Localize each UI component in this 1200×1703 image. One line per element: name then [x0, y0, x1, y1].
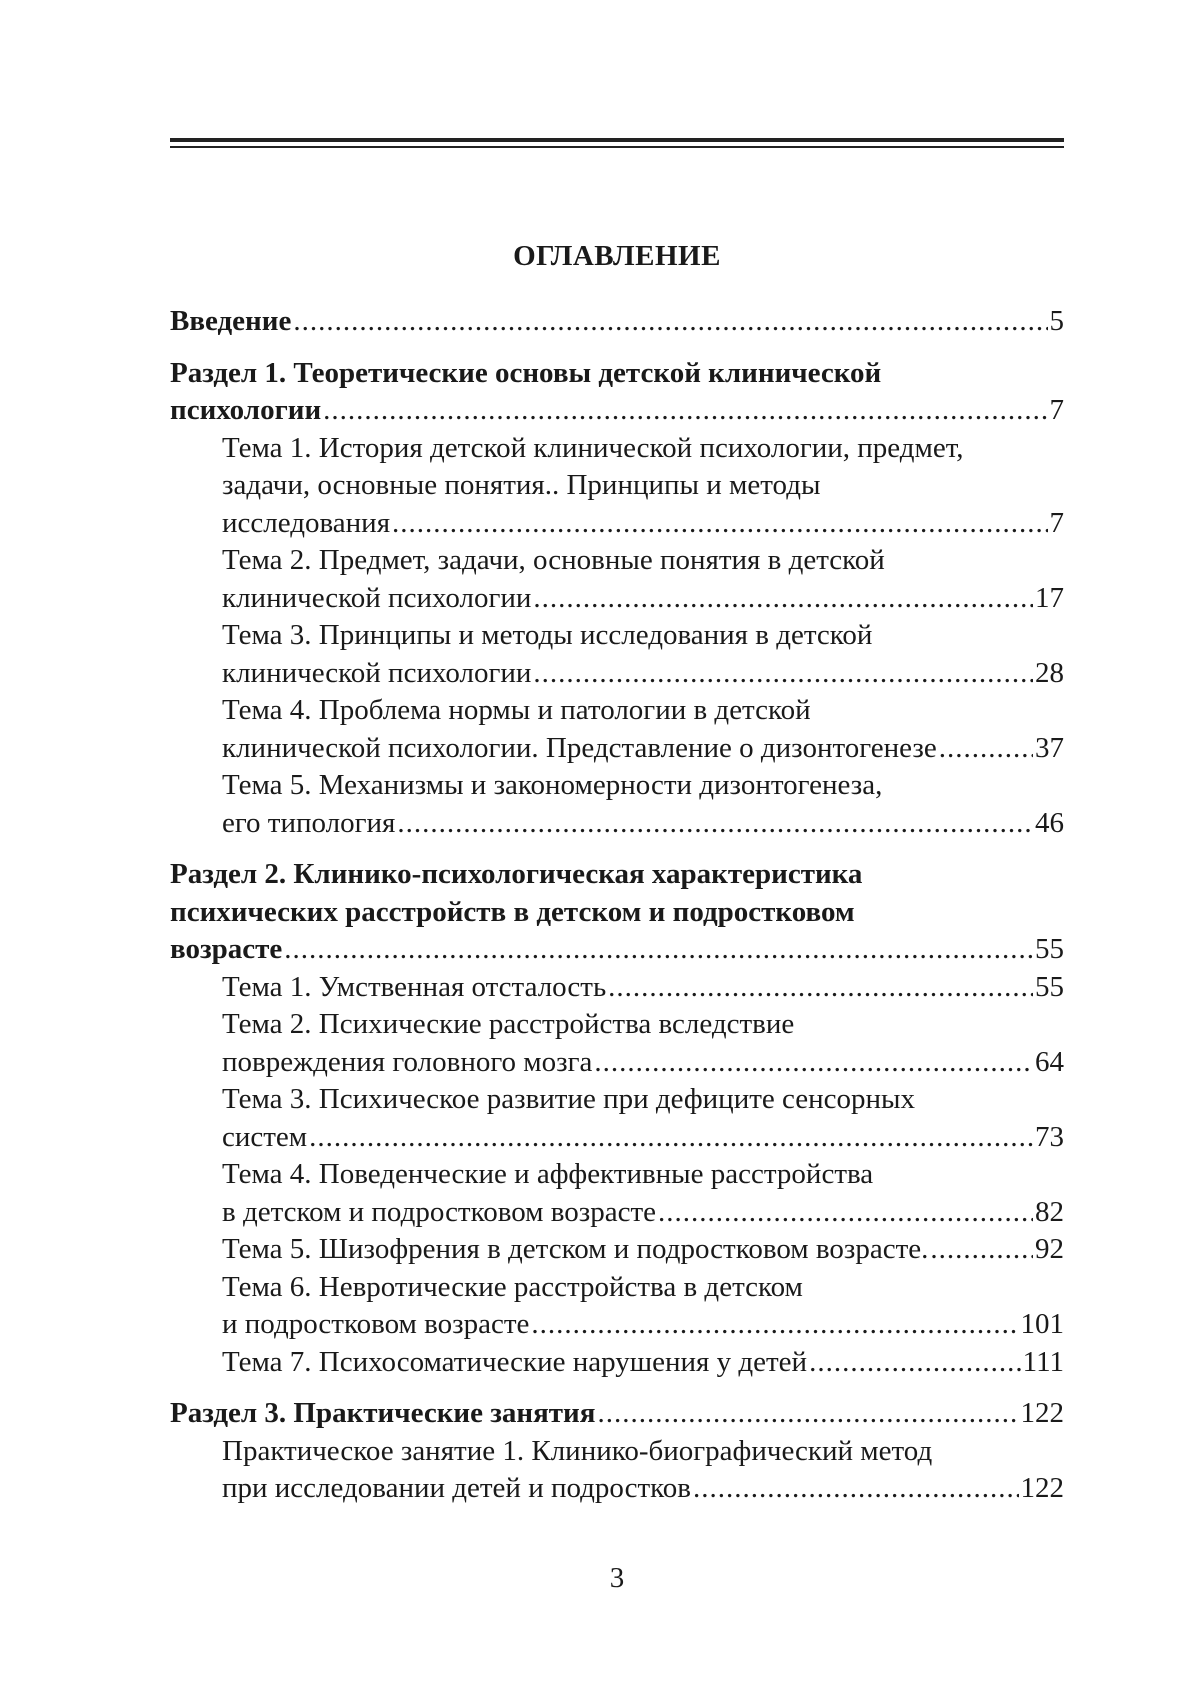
page-number: 3 — [609, 1562, 625, 1594]
toc-entry-topic[interactable] — [170, 542, 1064, 617]
toc-entry-title-line: Тема 1. История детской клинической психологии, предмет, — [222, 431, 964, 464]
toc-entry-practical[interactable] — [170, 1433, 1064, 1508]
toc-entry-page: 101 — [1020, 1308, 1064, 1340]
dot-leader — [597, 1395, 1018, 1433]
toc-entry-title-line: возрасте — [170, 933, 283, 965]
page-title: ОГЛАВЛЕНИЕ — [513, 240, 721, 272]
toc-entry-title-line: Практическое занятие 1. Клинико-биографический метод — [222, 1434, 933, 1467]
toc-entry-title-line: исследования — [222, 506, 391, 539]
toc-entry-page: 28 — [1035, 656, 1064, 689]
table-of-contents — [170, 303, 1064, 1508]
toc-entry-title-line: Тема 3. Принципы и методы исследования в детской — [222, 619, 873, 651]
dot-leader — [533, 580, 1033, 618]
toc-entry-topic[interactable] — [170, 1344, 1064, 1382]
toc-entry-title-line: психических расстройств в детском и подростковом — [170, 895, 855, 928]
toc-entry-section-2[interactable] — [170, 856, 1064, 969]
toc-entry-page: 122 — [1020, 1397, 1064, 1429]
toc-entry-page: 73 — [1035, 1120, 1064, 1153]
dot-leader — [594, 1044, 1033, 1082]
toc-entry-title-line: клинической психологии. Представление о дизонтогенезе — [222, 731, 937, 764]
dot-leader — [930, 1231, 1033, 1269]
toc-entry-page: 7 — [1049, 394, 1064, 426]
toc-entry-title-line: Тема 5. Механизмы и закономерности дизонтогенеза, — [222, 769, 883, 801]
toc-entry-topic[interactable] — [170, 617, 1064, 692]
dot-leader — [693, 1470, 1019, 1508]
dot-leader — [939, 730, 1033, 768]
toc-entry-title-line: Тема 5. Шизофрения в детском и подростковом возрасте. — [222, 1233, 929, 1265]
toc-entry-title-line: клинической психологии — [222, 656, 532, 689]
toc-entry-title-line: Раздел 2. Клинико-психологическая характеристика — [170, 858, 863, 890]
toc-entry-topic[interactable] — [170, 430, 1064, 543]
toc-entry-page: 92 — [1035, 1233, 1064, 1265]
toc-entry-title-line: повреждения головного мозга — [222, 1045, 593, 1078]
toc-entry-title-line: Тема 2. Предмет, задачи, основные понятия в детской — [222, 544, 885, 576]
toc-entry-topic[interactable] — [170, 692, 1064, 767]
toc-entry-topic[interactable] — [170, 1006, 1064, 1081]
dot-leader — [397, 805, 1033, 843]
toc-entry-topic[interactable] — [170, 1231, 1064, 1269]
toc-entry-title-line: Тема 1. Умственная отсталость — [222, 970, 607, 1003]
dot-leader — [608, 969, 1033, 1007]
toc-entry-title-line: задачи, основные понятия.. Принципы и методы — [222, 469, 821, 501]
toc-entry-topic[interactable] — [170, 1081, 1064, 1156]
toc-entry-page: 17 — [1035, 581, 1064, 614]
dot-leader — [309, 1119, 1033, 1157]
toc-entry-page: 122 — [1020, 1472, 1064, 1504]
toc-entry-title-line: в детском и подростковом возрасте — [222, 1195, 657, 1228]
toc-entry-topic[interactable] — [170, 1269, 1064, 1344]
toc-entry-title-line: и подростковом возрасте — [222, 1308, 530, 1340]
toc-entry-page: 64 — [1035, 1045, 1064, 1078]
toc-entry-page: 82 — [1035, 1195, 1064, 1228]
toc-entry-topic[interactable] — [170, 969, 1064, 1007]
dot-leader — [809, 1344, 1021, 1382]
toc-entry-page: 7 — [1049, 506, 1064, 539]
toc-entry-title-line: Тема 4. Поведенческие и аффективные расстройства — [222, 1158, 874, 1190]
toc-entry-page: 46 — [1035, 806, 1064, 839]
dot-leader — [284, 931, 1033, 969]
toc-entry-title-line: систем — [222, 1120, 308, 1153]
toc-entry-title-line: Раздел 3. Практические занятия — [170, 1397, 596, 1429]
toc-entry-introduction[interactable] — [170, 303, 1064, 341]
toc-entry-page: 5 — [1049, 305, 1064, 337]
toc-entry-page: 111 — [1022, 1345, 1064, 1378]
dot-leader — [533, 655, 1033, 693]
toc-entry-page: 55 — [1035, 933, 1064, 965]
toc-entry-title-line: Тема 3. Психическое развитие при дефиците сенсорных — [222, 1083, 916, 1115]
toc-entry-section-3[interactable] — [170, 1395, 1064, 1433]
toc-entry-title: Введение — [170, 305, 292, 337]
toc-entry-title-line: Тема 2. Психические расстройства вследствие — [222, 1008, 795, 1040]
toc-entry-title-line: при исследовании детей и подростков — [222, 1472, 691, 1504]
dot-leader — [392, 505, 1047, 543]
dot-leader — [323, 392, 1047, 430]
toc-entry-title-line: Раздел 1. Теоретические основы детской клинической — [170, 356, 882, 389]
toc-entry-topic[interactable] — [170, 1156, 1064, 1231]
toc-entry-section-1[interactable] — [170, 355, 1064, 430]
toc-entry-page: 37 — [1035, 731, 1064, 764]
dot-leader — [293, 303, 1047, 341]
dot-leader — [531, 1306, 1018, 1344]
toc-entry-title-line: Тема 4. Проблема нормы и патологии в детской — [222, 694, 811, 726]
top-rule-thick — [170, 138, 1064, 142]
toc-entry-title-line: его типология — [222, 806, 396, 839]
toc-entry-title-line: Тема 7. Психосоматические нарушения у детей — [222, 1345, 808, 1378]
toc-entry-title-line: Тема 6. Невротические расстройства в детском — [222, 1270, 803, 1303]
dot-leader — [658, 1194, 1033, 1232]
top-rule-thin — [170, 146, 1064, 148]
toc-entry-topic[interactable] — [170, 767, 1064, 842]
toc-entry-title-line: клинической психологии — [222, 581, 532, 614]
toc-entry-title-line: психологии — [170, 394, 322, 426]
toc-entry-page: 55 — [1035, 970, 1064, 1003]
